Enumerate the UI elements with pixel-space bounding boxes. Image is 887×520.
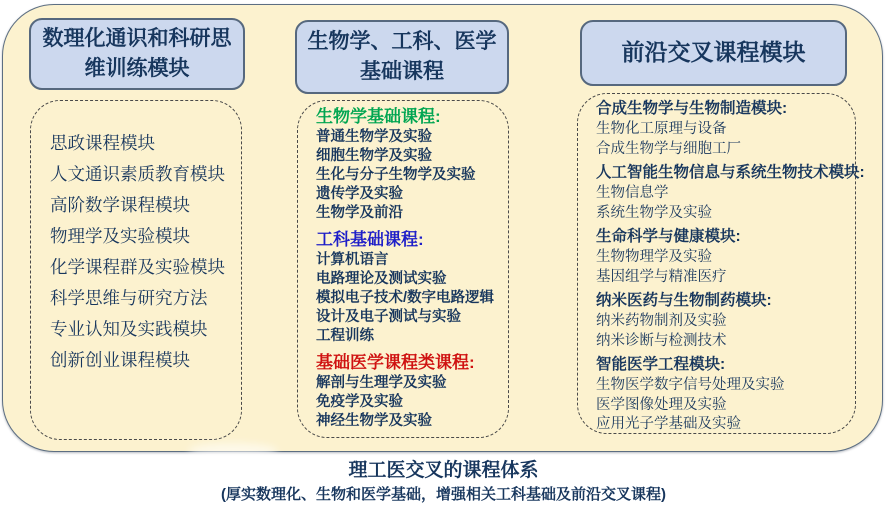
list-item: 物理学及实验模块: [50, 226, 190, 246]
list-item: 生物医学数字信号处理及实验: [596, 377, 785, 393]
section-heading-engineering: 工科基础课程:: [316, 230, 424, 249]
caption-title: 理工医交叉的课程体系: [348, 460, 539, 481]
list-item: 纳米药物制剂及实验: [596, 313, 727, 329]
list-item: 纳米诊断与检测技术: [596, 332, 727, 349]
list-item: 医学图像处理及实验: [596, 396, 727, 413]
group-heading-ai-bioinformatics: 人工智能生物信息与系统生物技术模块:: [596, 164, 865, 181]
section-heading-medicine: 基础医学课程类课程:: [316, 353, 475, 372]
list-item: 系统生物学及实验: [596, 204, 712, 221]
list-item: 应用光子学基础及实验: [596, 416, 741, 432]
middle-column-title: 生物学、工科、医学基础课程: [307, 29, 497, 83]
list-item: 工程训练: [316, 328, 374, 344]
list-item: 解剖与生理学及实验: [316, 375, 447, 391]
left-column-list-box: [30, 100, 242, 440]
right-column-list-box: [577, 93, 865, 434]
caption-block: [0, 458, 887, 506]
list-item: 神经生物学及实验: [316, 413, 432, 429]
list-item: 科学思维与研究方法: [50, 288, 208, 308]
group-heading-intelligent-medical-engineering: 智能医学工程模块:: [596, 356, 726, 373]
list-item: 生化与分子生物学及实验: [316, 167, 476, 183]
list-item: 遗传学及实验: [316, 186, 403, 202]
list-item: 合成生物学与细胞工厂: [596, 140, 741, 157]
list-item: 高阶数学课程模块: [50, 195, 190, 215]
list-item: 基因组学与精准医疗: [596, 268, 727, 285]
list-item: 化学课程群及实验模块: [50, 257, 225, 277]
group-heading-synthetic-biology: 合成生物学与生物制造模块:: [596, 100, 788, 117]
left-column-header: [29, 18, 245, 90]
list-item: 生物信息学: [596, 185, 669, 201]
right-column-title: 前沿交叉课程模块: [621, 39, 806, 66]
curriculum-panel: [2, 4, 883, 452]
list-item: 生物物理学及实验: [596, 249, 712, 265]
list-item: 计算机语言: [316, 252, 389, 268]
list-item: 创新创业课程模块: [50, 350, 190, 370]
list-item: 细胞生物学及实验: [316, 148, 432, 164]
list-item: 普通生物学及实验: [316, 129, 432, 145]
list-item: 模拟电子技术/数字电路逻辑: [316, 290, 495, 306]
list-item: 人文通识素质教育模块: [50, 164, 225, 184]
right-column-header: [580, 20, 847, 86]
section-heading-biology: 生物学基础课程:: [316, 107, 441, 126]
list-item: 设计及电子测试与实验: [316, 309, 461, 325]
list-item: 电路理论及测试实验: [316, 271, 447, 287]
group-heading-life-science-health: 生命科学与健康模块:: [596, 228, 741, 245]
middle-column-list-box: [297, 100, 509, 438]
list-item: 生物化工原理与设备: [596, 121, 727, 137]
list-item: 思政课程模块: [50, 133, 155, 153]
list-item: 生物学及前沿: [316, 205, 403, 221]
group-heading-nano-medicine: 纳米医药与生物制药模块:: [596, 292, 772, 309]
caption-subtitle: (厚实数理化、生物和医学基础，增强相关工科基础及前沿交叉课程): [221, 486, 666, 503]
left-column-title: 数理化通识和科研思维训练模块: [42, 26, 232, 80]
list-item: 免疫学及实验: [316, 394, 403, 410]
highlight-artifact: [188, 443, 278, 459]
list-item: 专业认知及实践模块: [50, 319, 208, 339]
middle-column-header: [295, 20, 509, 94]
